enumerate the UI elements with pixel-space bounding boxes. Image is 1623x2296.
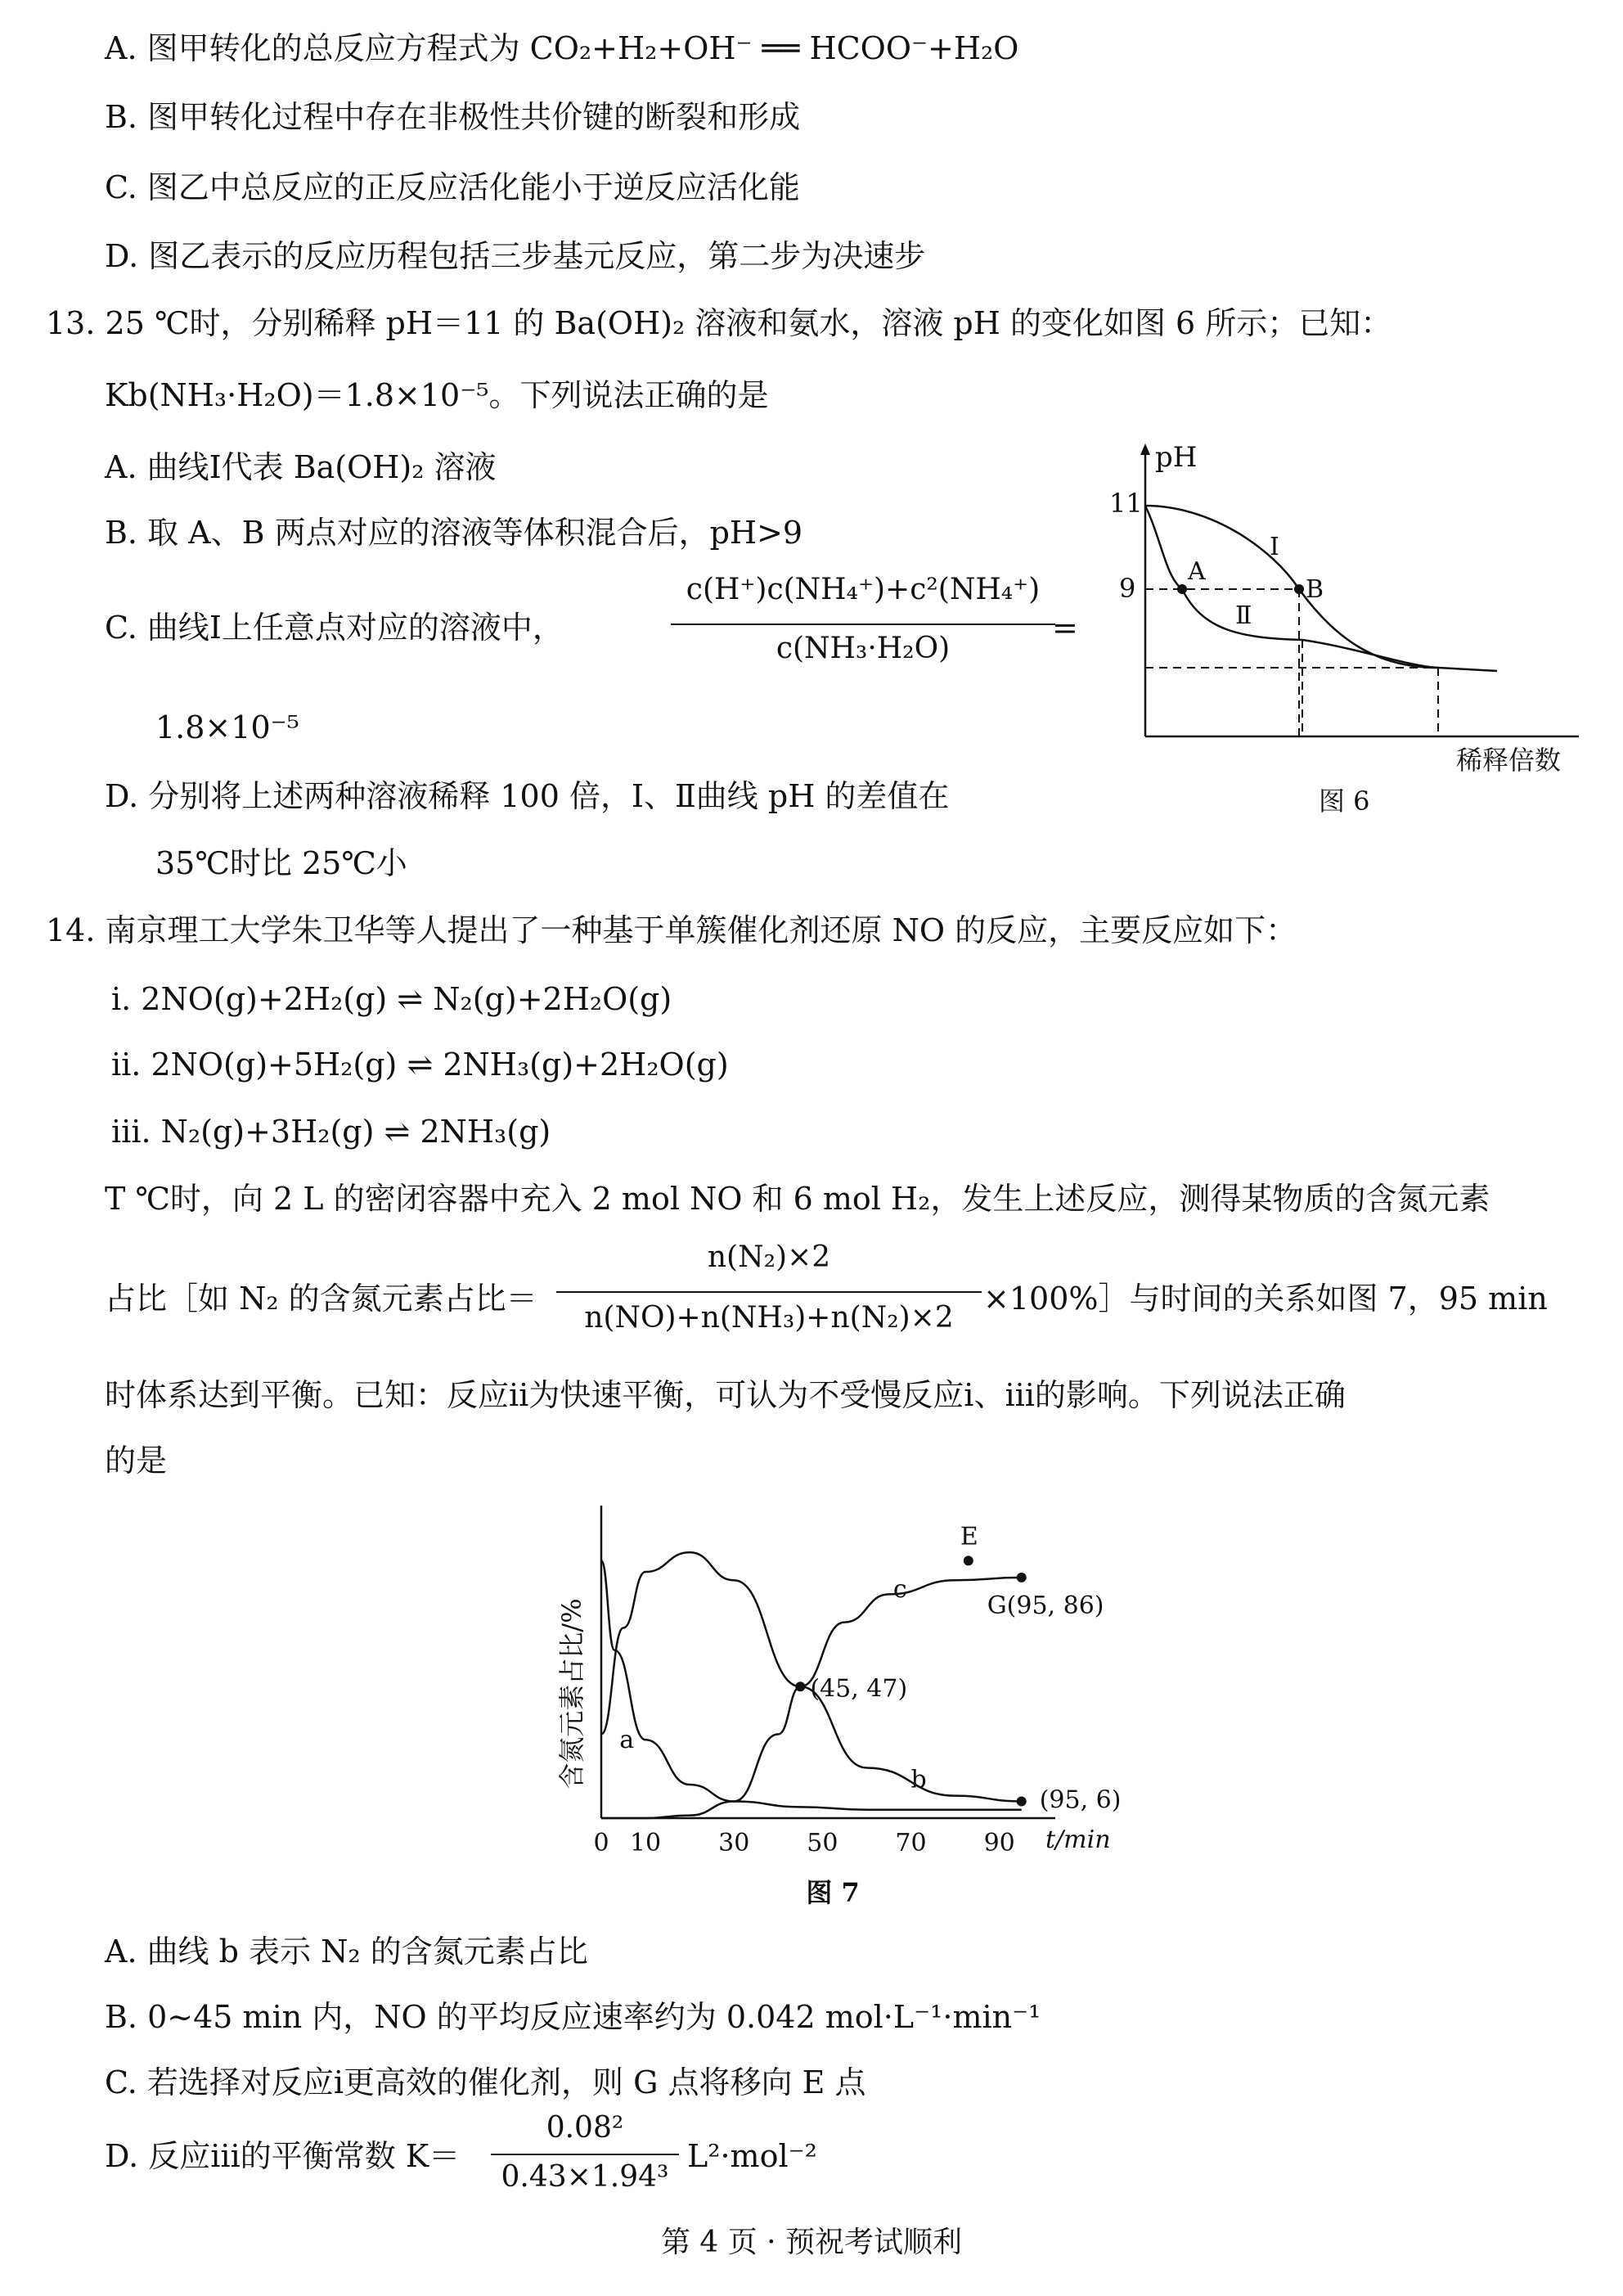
fig6-tick-11: 11 (1109, 488, 1143, 519)
q14-option-b: B. 0~45 min 内，NO 的平均反应速率约为 0.042 mol·L⁻¹·min⁻¹ (105, 1999, 1041, 2035)
q14-d-denominator: 0.43×1.94³ (501, 2160, 669, 2194)
q14-reaction-iii: ⅲ. N₂(g)+3H₂(g) ⇌ 2NH₃(g) (111, 1114, 551, 1150)
c7-x-tick-label: 10 (629, 1829, 662, 1857)
q14-option-a: A. 曲线 b 表示 N₂ 的含氮元素占比 (105, 1934, 588, 1970)
q12-option-a: A. 图甲转化的总反应方程式为 CO₂+H₂+OH⁻ ══ HCOO⁻+H₂O (105, 30, 1019, 66)
c7-x-tick-label: 30 (718, 1829, 750, 1857)
c7-point-label: E (960, 1522, 978, 1551)
q13-option-a: A. 曲线Ⅰ代表 Ba(OH)₂ 溶液 (105, 449, 497, 485)
q14-option-c: C. 若选择对反应ⅰ更高效的催化剂，则 G 点将移向 E 点 (105, 2064, 866, 2100)
q12-option-d: D. 图乙表示的反应历程包括三步基元反应，第二步为决速步 (105, 238, 926, 274)
c7-point (964, 1555, 973, 1565)
q14-d-numerator: 0.08² (546, 2111, 624, 2145)
q13-c-equals: = (1052, 610, 1078, 646)
c7-label-a: a (619, 1726, 635, 1755)
q14-reaction-ii: ⅱ. 2NO(g)+5H₂(g) ⇌ 2NH₃(g)+2H₂O(g) (111, 1047, 729, 1083)
fig6-tick-9: 9 (1119, 573, 1136, 604)
fig6-xlabel: 稀释倍数 (1456, 745, 1562, 776)
fig6-y-arrow (1140, 443, 1150, 455)
c7-label-c: c (892, 1574, 907, 1604)
q12-option-b: B. 图甲转化过程中存在非极性共价键的断裂和形成 (105, 99, 801, 135)
q13-c-denominator: c(NH₃·H₂O) (776, 632, 951, 665)
q13-c-value: 1.8×10⁻⁵ (155, 709, 299, 745)
q14-stem: 14. 南京理工大学朱卫华等人提出了一种基于单簇催化剂还原 NO 的反应，主要反应如下： (46, 912, 1297, 948)
q13-c-numerator: c(H⁺)c(NH₄⁺)+c²(NH₄⁺) (686, 573, 1041, 606)
q12-option-c: C. 图乙中总反应的正反应活化能小于逆反应活化能 (105, 169, 800, 205)
q14-text2-suffix: ×100%］与时间的关系如图 7，95 min (983, 1281, 1548, 1317)
page-footer: 第 4 页 · 预祝考试顺利 (660, 2226, 963, 2259)
q13-stem-line2: Kb(NH₃·H₂O)＝1.8×10⁻⁵。下列说法正确的是 (105, 377, 769, 413)
c7-x-tick-label: 90 (983, 1829, 1015, 1857)
c7-point-label: (45, 47) (810, 1674, 908, 1704)
c7-x-tick-label: 50 (807, 1829, 838, 1857)
c7-point (795, 1681, 805, 1691)
q13-option-d-line2: 35℃时比 25℃小 (155, 845, 407, 881)
fig6-ylabel: pH (1155, 441, 1198, 474)
fig6-label-II: Ⅱ (1235, 601, 1252, 630)
figure-6 (1096, 434, 1603, 826)
c7-point (1017, 1573, 1027, 1582)
q14-text1: T ℃时，向 2 L 的密闭容器中充入 2 mol NO 和 6 mol H₂，发生上述反应，测得某物质的含氮元素 (105, 1181, 1490, 1217)
q14-text3: 时体系达到平衡。已知：反应ⅱ为快速平衡，可认为不受慢反应ⅰ、ⅲ的影响。下列说法正确 (105, 1377, 1346, 1413)
fig6-point-a (1177, 584, 1187, 594)
q13-option-c-prefix: C. 曲线Ⅰ上任意点对应的溶液中， (105, 610, 564, 646)
q14-reaction-i: ⅰ. 2NO(g)+2H₂(g) ⇌ N₂(g)+2H₂O(g) (111, 981, 672, 1017)
fig6-curve-II (1145, 506, 1438, 668)
q13-stem-line1: 13. 25 ℃时，分别稀释 pH＝11 的 Ba(OH)₂ 溶液和氨水，溶液 pH 的变化如图 6 所示；已知： (46, 305, 1392, 341)
q14-text4: 的是 (105, 1443, 168, 1479)
q14-option-d-suffix: L²·mol⁻² (687, 2138, 817, 2174)
fig6-label-I: Ⅰ (1270, 533, 1279, 561)
c7-caption: 图 7 (806, 1877, 860, 1908)
q14-fraction-bar (556, 1291, 982, 1293)
c7-x-tick-label: 0 (593, 1829, 609, 1857)
q13-option-d-line1: D. 分别将上述两种溶液稀释 100 倍，Ⅰ、Ⅱ曲线 pH 的差值在 (105, 778, 950, 814)
q13-c-fraction-bar (671, 624, 1055, 625)
figure-7-chart (524, 1497, 1145, 1923)
q14-d-fraction-bar (491, 2154, 679, 2155)
q14-denominator: n(NO)+n(NH₃)+n(N₂)×2 (584, 1301, 954, 1335)
fig6-point-b (1294, 584, 1304, 594)
c7-point-label: G(95, 86) (987, 1591, 1104, 1620)
q14-option-d-prefix: D. 反应ⅲ的平衡常数 K＝ (105, 2138, 461, 2174)
c7-label-b: b (910, 1765, 927, 1794)
fig6-label-b: B (1306, 575, 1324, 604)
c7-ylabel: 含氮元素占比/% (556, 1598, 587, 1790)
q13-option-b: B. 取 A、B 两点对应的溶液等体积混合后，pH>9 (105, 515, 803, 551)
c7-point-label: (95, 6) (1039, 1785, 1122, 1815)
c7-xlabel: t/min (1045, 1826, 1111, 1854)
fig6-caption: 图 6 (1319, 786, 1370, 817)
q14-text2-prefix: 占比［如 N₂ 的含氮元素占比＝ (105, 1281, 537, 1317)
c7-x-tick-label: 70 (895, 1829, 927, 1857)
q14-numerator: n(N₂)×2 (707, 1240, 831, 1274)
fig6-label-a: A (1188, 557, 1206, 586)
c7-point (1017, 1796, 1027, 1806)
